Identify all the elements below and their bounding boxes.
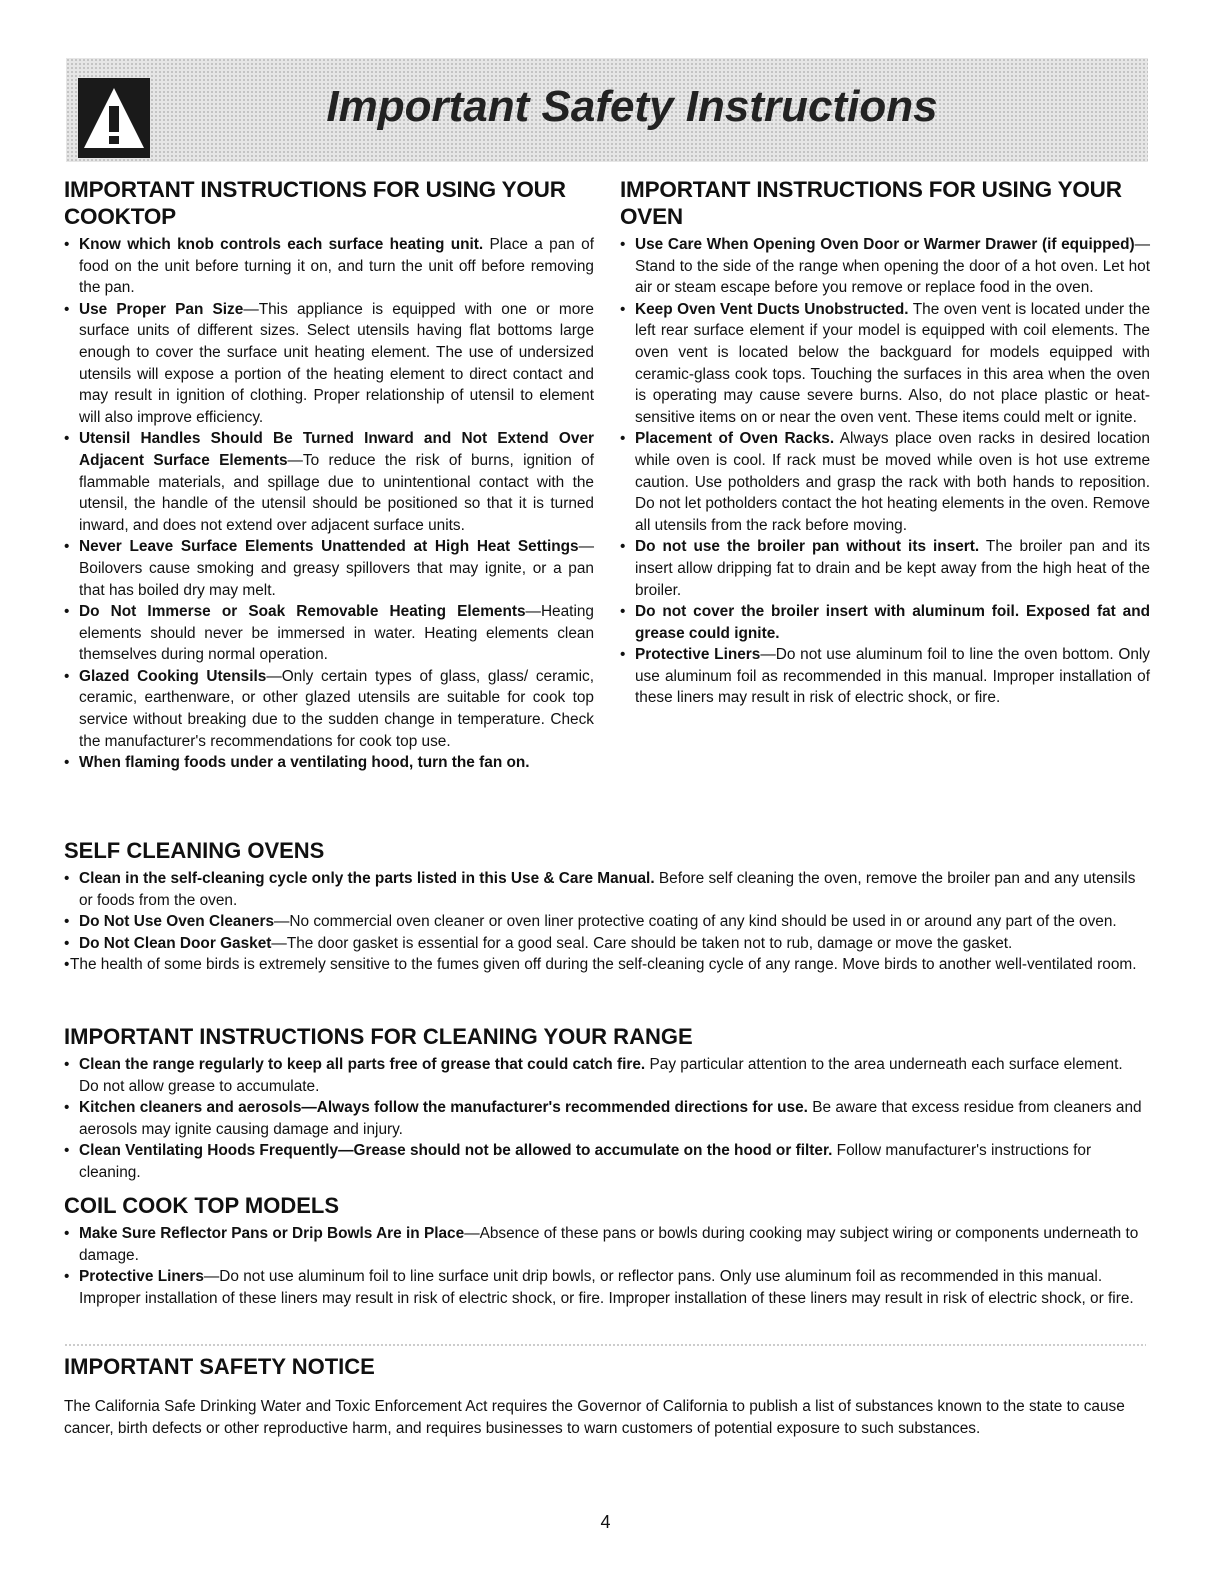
list-item (64, 1266, 1146, 1309)
list-item (64, 1223, 1146, 1266)
item-title: Do not use the broiler pan without its insert. (635, 538, 980, 556)
page-number: 4 (600, 1512, 611, 1532)
item-title: Do Not Use Oven Cleaners (79, 913, 275, 931)
self-cleaning-heading: SELF CLEANING OVENS (64, 838, 325, 863)
list-item (620, 644, 1150, 709)
list-item (64, 536, 594, 601)
item-text: Before self cleaning the oven, remove the broiler pan and any utensils or foods from the oven. (79, 870, 1136, 909)
cleaning-range-heading: IMPORTANT INSTRUCTIONS FOR CLEANING YOUR RANGE (64, 1024, 693, 1049)
item-title: Never Leave Surface Elements Unattended at High Heat Settings (79, 538, 579, 556)
list-item (620, 601, 1150, 644)
item-title: Do Not Clean Door Gasket (79, 934, 272, 952)
oven-heading: IMPORTANT INSTRUCTIONS FOR USING YOUR OVEN (620, 177, 1122, 229)
item-title: Do Not Immerse or Soak Removable Heating Elements (79, 603, 526, 621)
item-text: —Heating elements should never be immersed in water. Heating elements clean themselves during normal operation. (79, 603, 594, 664)
item-title: Use Proper Pan Size (79, 300, 244, 318)
item-text: —Do not use aluminum foil to line surface unit drip bowls, or reflector pans. Only use aluminum foil as recommended in this manual. Improper installation of these liners may result in risk of electric shock, or fire. Improper installation of these liners may result in risk of electric shock, or fire. (79, 1268, 1134, 1307)
coil-models-heading: COIL COOK TOP MODELS (64, 1193, 340, 1218)
list-item (64, 234, 594, 299)
self-cleaning-list (64, 868, 1146, 976)
item-title: Protective Liners (79, 1268, 204, 1286)
item-title: Make Sure Reflector Pans or Drip Bowls Are in Place (79, 1225, 465, 1242)
item-text: The oven vent is located under the left rear surface element if your model is equipped with coil elements. The oven vent is located below the backguard for models equipped with ceramic-glass cook tops. Touching the surfaces in this area when the oven is operating may cause severe burns. Also, do not place plastic or heat-sensitive items on or near the oven vent. These items could melt or ignite. (635, 300, 1151, 426)
item-text: —Stand to the side of the range when opening the door of a hot oven. Let hot air or steam escape before you remove or replace food in the oven. (635, 236, 1150, 297)
list-item (64, 933, 1146, 955)
self-cleaning-section (64, 838, 1146, 976)
page-title: Important Safety Instructions (326, 82, 938, 131)
item-title: Keep Oven Vent Ducts Unobstructed. (635, 300, 909, 318)
list-item (64, 601, 594, 666)
item-title: Clean Ventilating Hoods Frequently—Grease should not be allowed to accumulate on the hood or filter. (79, 1142, 833, 1160)
coil-models-section (64, 1193, 1146, 1309)
item-text: The health of some birds is extremely sensitive to the fumes given off during the self-cleaning cycle of any range. Move birds to another well-ventilated room. (70, 956, 1137, 974)
item-text: Follow manufacturer's instructions for cleaning. (79, 1142, 1092, 1181)
item-text: Always place oven racks in desired location while oven is cool. If rack must be moved while oven is hot use extreme caution. Use potholders and grasp the rack with both hands to reposition. Do not let potholders contact the hot heating elements in the oven. Remove all utensils from the rack before moving. (635, 430, 1150, 534)
item-text: Place a pan of food on the unit before turning it on, and turn the unit off before removing the pan. (79, 236, 594, 297)
item-title: Do not cover the broiler insert with aluminum foil. Exposed fat and grease could ignite. (635, 603, 1150, 642)
cooktop-section (64, 176, 594, 774)
item-text: —Only certain types of glass, glass/ ceramic, ceramic, earthenware, or other glazed utensils are suitable for cook top service without breaking due to the sudden change in temperature. Check the manufacturer's recommendations for cook top use. (79, 667, 594, 750)
list-item (64, 954, 1146, 976)
safety-notice-heading: IMPORTANT SAFETY NOTICE (64, 1354, 375, 1379)
item-text: —To reduce the risk of burns, ignition of flammable materials, and spillage due to unintentional contact with the utensil, the handle of the utensil should be positioned so that it is turned inward, and does not extend over adjacent surface units. (79, 451, 594, 534)
item-text: Pay particular attention to the area underneath each surface element. Do not allow grease to accumulate. (79, 1056, 1123, 1095)
item-text: Be aware that excess residue from cleaners and aerosols may ignite causing damage and injury. (79, 1099, 1142, 1138)
list-item (620, 536, 1150, 601)
list-item (64, 428, 594, 536)
item-text: The broiler pan and its insert allow dripping fat to drain and be kept away from the high heat of the broiler. (635, 538, 1150, 599)
safety-notice-section (64, 1354, 1146, 1440)
list-item (620, 234, 1150, 299)
dotted-divider (64, 1344, 1146, 1346)
item-text: —Absence of these pans or bowls during cooking may subject wiring or components underneath to damage. (79, 1225, 1139, 1264)
item-title: Placement of Oven Racks. (635, 430, 835, 448)
oven-list (620, 234, 1150, 709)
list-item (620, 299, 1150, 429)
list-item (64, 1054, 1146, 1097)
list-item (64, 1140, 1146, 1183)
oven-section (620, 176, 1150, 709)
cleaning-range-section (64, 1024, 1146, 1184)
list-item (64, 868, 1146, 911)
item-title: When flaming foods under a ventilating hood, turn the fan on. (79, 754, 530, 772)
item-title: Clean the range regularly to keep all parts free of grease that could catch fire. (79, 1056, 646, 1073)
item-title: Clean in the self-cleaning cycle only the parts listed in this Use & Care Manual. (79, 870, 655, 887)
item-text: —Boilovers cause smoking and greasy spillovers that may ignite, or a pan that has boiled dry may melt. (79, 538, 594, 599)
item-title: Protective Liners (635, 646, 761, 664)
list-item (64, 1097, 1146, 1140)
safety-notice-text: The California Safe Drinking Water and Toxic Enforcement Act requires the Governor of California to publish a list of substances known to the state to cause cancer, birth defects or other reproductive harm, and requires businesses to warn customers of potential exposure to such substances. (64, 1398, 1125, 1437)
list-item (64, 911, 1146, 933)
item-title: Glazed Cooking Utensils (79, 667, 267, 685)
list-item (64, 752, 594, 774)
cleaning-range-list (64, 1054, 1146, 1184)
item-text: —This appliance is equipped with one or more surface units of different sizes. Select utensils having flat bottoms large enough to cover the surface unit heating element. The use of undersized utensils will expose a portion of the heating element to direct contact and may result in ignition of clothing. Proper relationship of utensil to element will also improve efficiency. (79, 300, 594, 426)
item-text: —The door gasket is essential for a good seal. Care should be taken not to rub, damage or move the gasket. (271, 934, 1013, 952)
coil-models-list (64, 1223, 1146, 1309)
item-title: Utensil Handles Should Be Turned Inward and Not Extend Over Adjacent Surface Elements (79, 430, 594, 469)
item-title: Know which knob controls each surface heating unit. (79, 236, 484, 253)
cooktop-heading: IMPORTANT INSTRUCTIONS FOR USING YOUR COOKTOP (64, 177, 566, 229)
cooktop-list (64, 234, 594, 774)
item-text: —Do not use aluminum foil to line the oven bottom. Only use aluminum foil as recommended in this manual. Improper installation of these liners may result in risk of electric shock, or fire. (635, 646, 1150, 707)
item-title: Kitchen cleaners and aerosols—Always follow the manufacturer's recommended directions for use. (79, 1099, 808, 1117)
item-title: Use Care When Opening Oven Door or Warmer Drawer (if equipped) (635, 236, 1135, 253)
list-item (620, 428, 1150, 536)
list-item (64, 666, 594, 752)
item-text: —No commercial oven cleaner or oven liner protective coating of any kind should be used in or around any part of the oven. (274, 913, 1117, 931)
list-item (64, 299, 594, 429)
